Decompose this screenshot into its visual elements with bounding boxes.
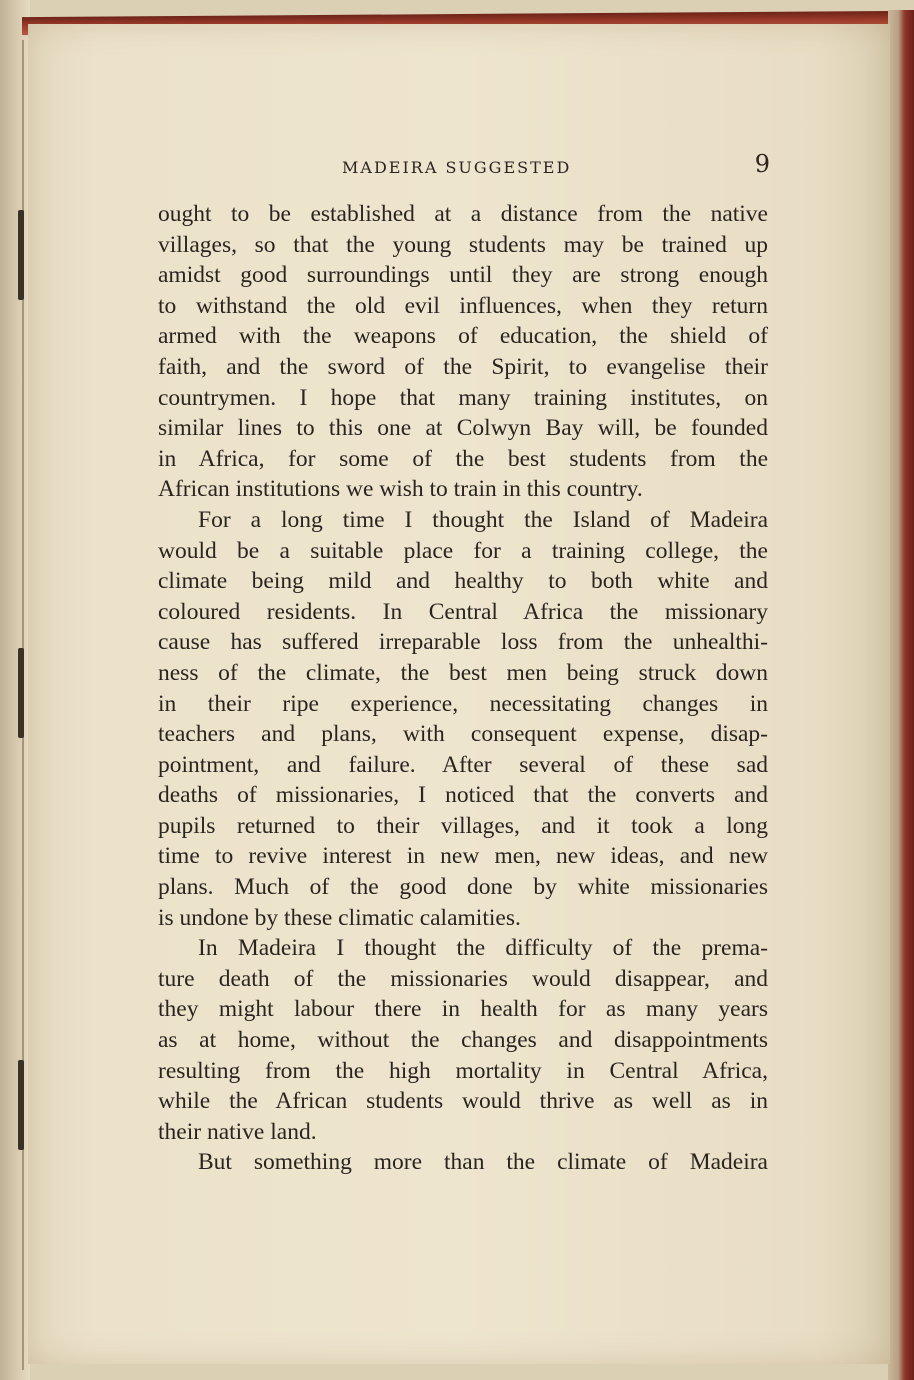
text-line: to withstand the old evil influences, when they return bbox=[158, 292, 768, 319]
text-line: similar lines to this one at Colwyn Bay will, be founded bbox=[158, 415, 768, 442]
text-line: would be a suitable place for a training college, the bbox=[158, 537, 768, 564]
binding-stitch bbox=[18, 648, 24, 738]
page-header bbox=[150, 150, 770, 190]
text-line: amidst good surroundings until they are strong enough bbox=[158, 262, 768, 289]
text-line: in their ripe experience, necessitating changes in bbox=[158, 690, 768, 717]
book-gutter bbox=[0, 0, 30, 1380]
text-line: they might labour there in health for as many years bbox=[158, 996, 768, 1023]
text-line: pointment, and failure. After several of these sad bbox=[158, 751, 768, 778]
text-line: teachers and plans, with consequent expense, disap- bbox=[158, 721, 768, 748]
text-line: ness of the climate, the best men being struck down bbox=[158, 659, 768, 686]
text-line: But something more than the climate of Madeira bbox=[198, 1149, 768, 1176]
text-line: deaths of missionaries, I noticed that the converts and bbox=[158, 782, 768, 809]
text-line: cause has suffered irreparable loss from the unhealthi- bbox=[158, 629, 768, 656]
text-line: faith, and the sword of the Spirit, to evangelise their bbox=[158, 353, 768, 380]
binding-stitch bbox=[18, 210, 24, 300]
text-line: In Madeira I thought the difficulty of the prema- bbox=[198, 935, 768, 962]
text-line: in Africa, for some of the best students from the bbox=[158, 445, 768, 472]
text-line: pupils returned to their villages, and it took a long bbox=[158, 812, 768, 839]
binding-stitch bbox=[18, 1060, 24, 1150]
book-right-edge bbox=[888, 10, 914, 1380]
text-line: armed with the weapons of education, the shield of bbox=[158, 323, 768, 350]
text-line: as at home, without the changes and disappointments bbox=[158, 1027, 768, 1054]
text-line: is undone by these climatic calamities. bbox=[158, 904, 521, 931]
body-text bbox=[158, 199, 768, 1178]
text-line: coloured residents. In Central Africa the missionary bbox=[158, 598, 768, 625]
text-line: ought to be established at a distance from the native bbox=[158, 201, 768, 227]
text-line: while the African students would thrive as well as in bbox=[158, 1088, 768, 1115]
text-line: climate being mild and healthy to both white and bbox=[158, 568, 768, 595]
text-line: villages, so that the young students may be trained up bbox=[158, 231, 768, 258]
text-line: countrymen. I hope that many training institutes, on bbox=[158, 384, 768, 411]
text-line: plans. Much of the good done by white missionaries bbox=[158, 874, 768, 901]
text-line: their native land. bbox=[158, 1118, 317, 1145]
page-number: 9 bbox=[754, 150, 770, 178]
running-head: MADEIRA SUGGESTED bbox=[342, 158, 572, 177]
text-line: resulting from the high mortality in Central Africa, bbox=[158, 1057, 768, 1084]
text-line: For a long time I thought the Island of Madeira bbox=[198, 506, 768, 533]
text-line: time to revive interest in new men, new ideas, and new bbox=[158, 843, 768, 870]
text-line: African institutions we wish to train in this country. bbox=[158, 476, 643, 503]
text-line: ture death of the missionaries would disappear, and bbox=[158, 965, 768, 992]
